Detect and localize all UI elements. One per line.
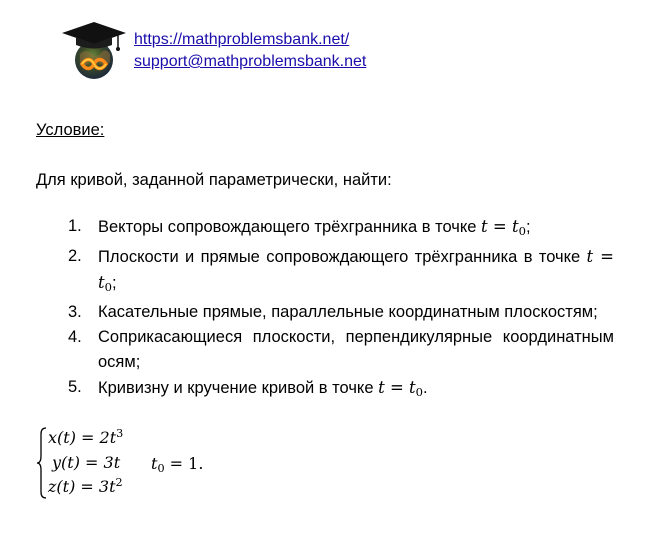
task-list xyxy=(36,214,614,405)
equation-z xyxy=(48,475,123,500)
equation-lines xyxy=(48,426,123,500)
task-text: Плоскости и прямые сопровождающего трёхгранника в точке xyxy=(98,247,587,266)
equation-x-lhs: x(t) = 2t xyxy=(48,428,117,447)
task-text: Соприкасающиеся плоскости, перпендикулярные координатным осям; xyxy=(98,327,614,371)
task-number: 5. xyxy=(68,377,82,396)
equation-z-exponent: 2 xyxy=(115,475,123,489)
task-item xyxy=(36,300,614,325)
task-item xyxy=(36,375,614,405)
task-number: 4. xyxy=(68,327,82,346)
t0-variable: t xyxy=(151,454,158,473)
equation-x-exponent: 3 xyxy=(116,426,124,440)
task-number: 1. xyxy=(68,217,82,235)
task-item xyxy=(36,244,614,300)
task-math: t = t xyxy=(481,217,519,236)
t0-subscript: 0 xyxy=(157,461,165,475)
site-url-link[interactable]: https://mathproblemsbank.net/ xyxy=(134,31,350,48)
task-math-subscript: 0 xyxy=(415,384,424,399)
left-brace-icon xyxy=(36,426,48,500)
equation-y xyxy=(48,451,123,476)
contact-links xyxy=(134,29,366,73)
problem-intro: Для кривой, заданной параметрически, найти: xyxy=(36,171,392,189)
task-math-subscript: 0 xyxy=(104,279,112,294)
support-email-link[interactable]: support@mathproblemsbank.net xyxy=(134,53,367,70)
task-math: t = t xyxy=(378,377,416,397)
t0-rhs: = 1. xyxy=(164,454,204,473)
task-text: Кривизну и кручение кривой в точке xyxy=(98,378,379,397)
task-item xyxy=(36,214,614,244)
task-tail: ; xyxy=(112,273,117,292)
task-number: 2. xyxy=(68,246,82,265)
task-text: Векторы сопровождающего трёхгранника в точке xyxy=(98,218,482,236)
page-header xyxy=(60,18,420,82)
equation-y-lhs: y(t) = 3t xyxy=(52,452,121,472)
task-item xyxy=(36,325,614,375)
condition-heading: Условие: xyxy=(36,121,105,139)
t0-value xyxy=(151,454,203,475)
equation-x xyxy=(48,426,123,451)
problem-document xyxy=(36,118,614,405)
equation-z-lhs: z(t) = 3t xyxy=(48,477,116,496)
graduation-cap-globe-logo-icon xyxy=(60,18,128,82)
task-text: Касательные прямые, параллельные координатным плоскостям; xyxy=(98,302,598,321)
task-math: t = t xyxy=(98,246,614,292)
task-tail: ; xyxy=(525,218,531,236)
task-tail: . xyxy=(423,378,428,397)
task-number: 3. xyxy=(68,302,82,321)
task-math-subscript: 0 xyxy=(518,223,526,238)
